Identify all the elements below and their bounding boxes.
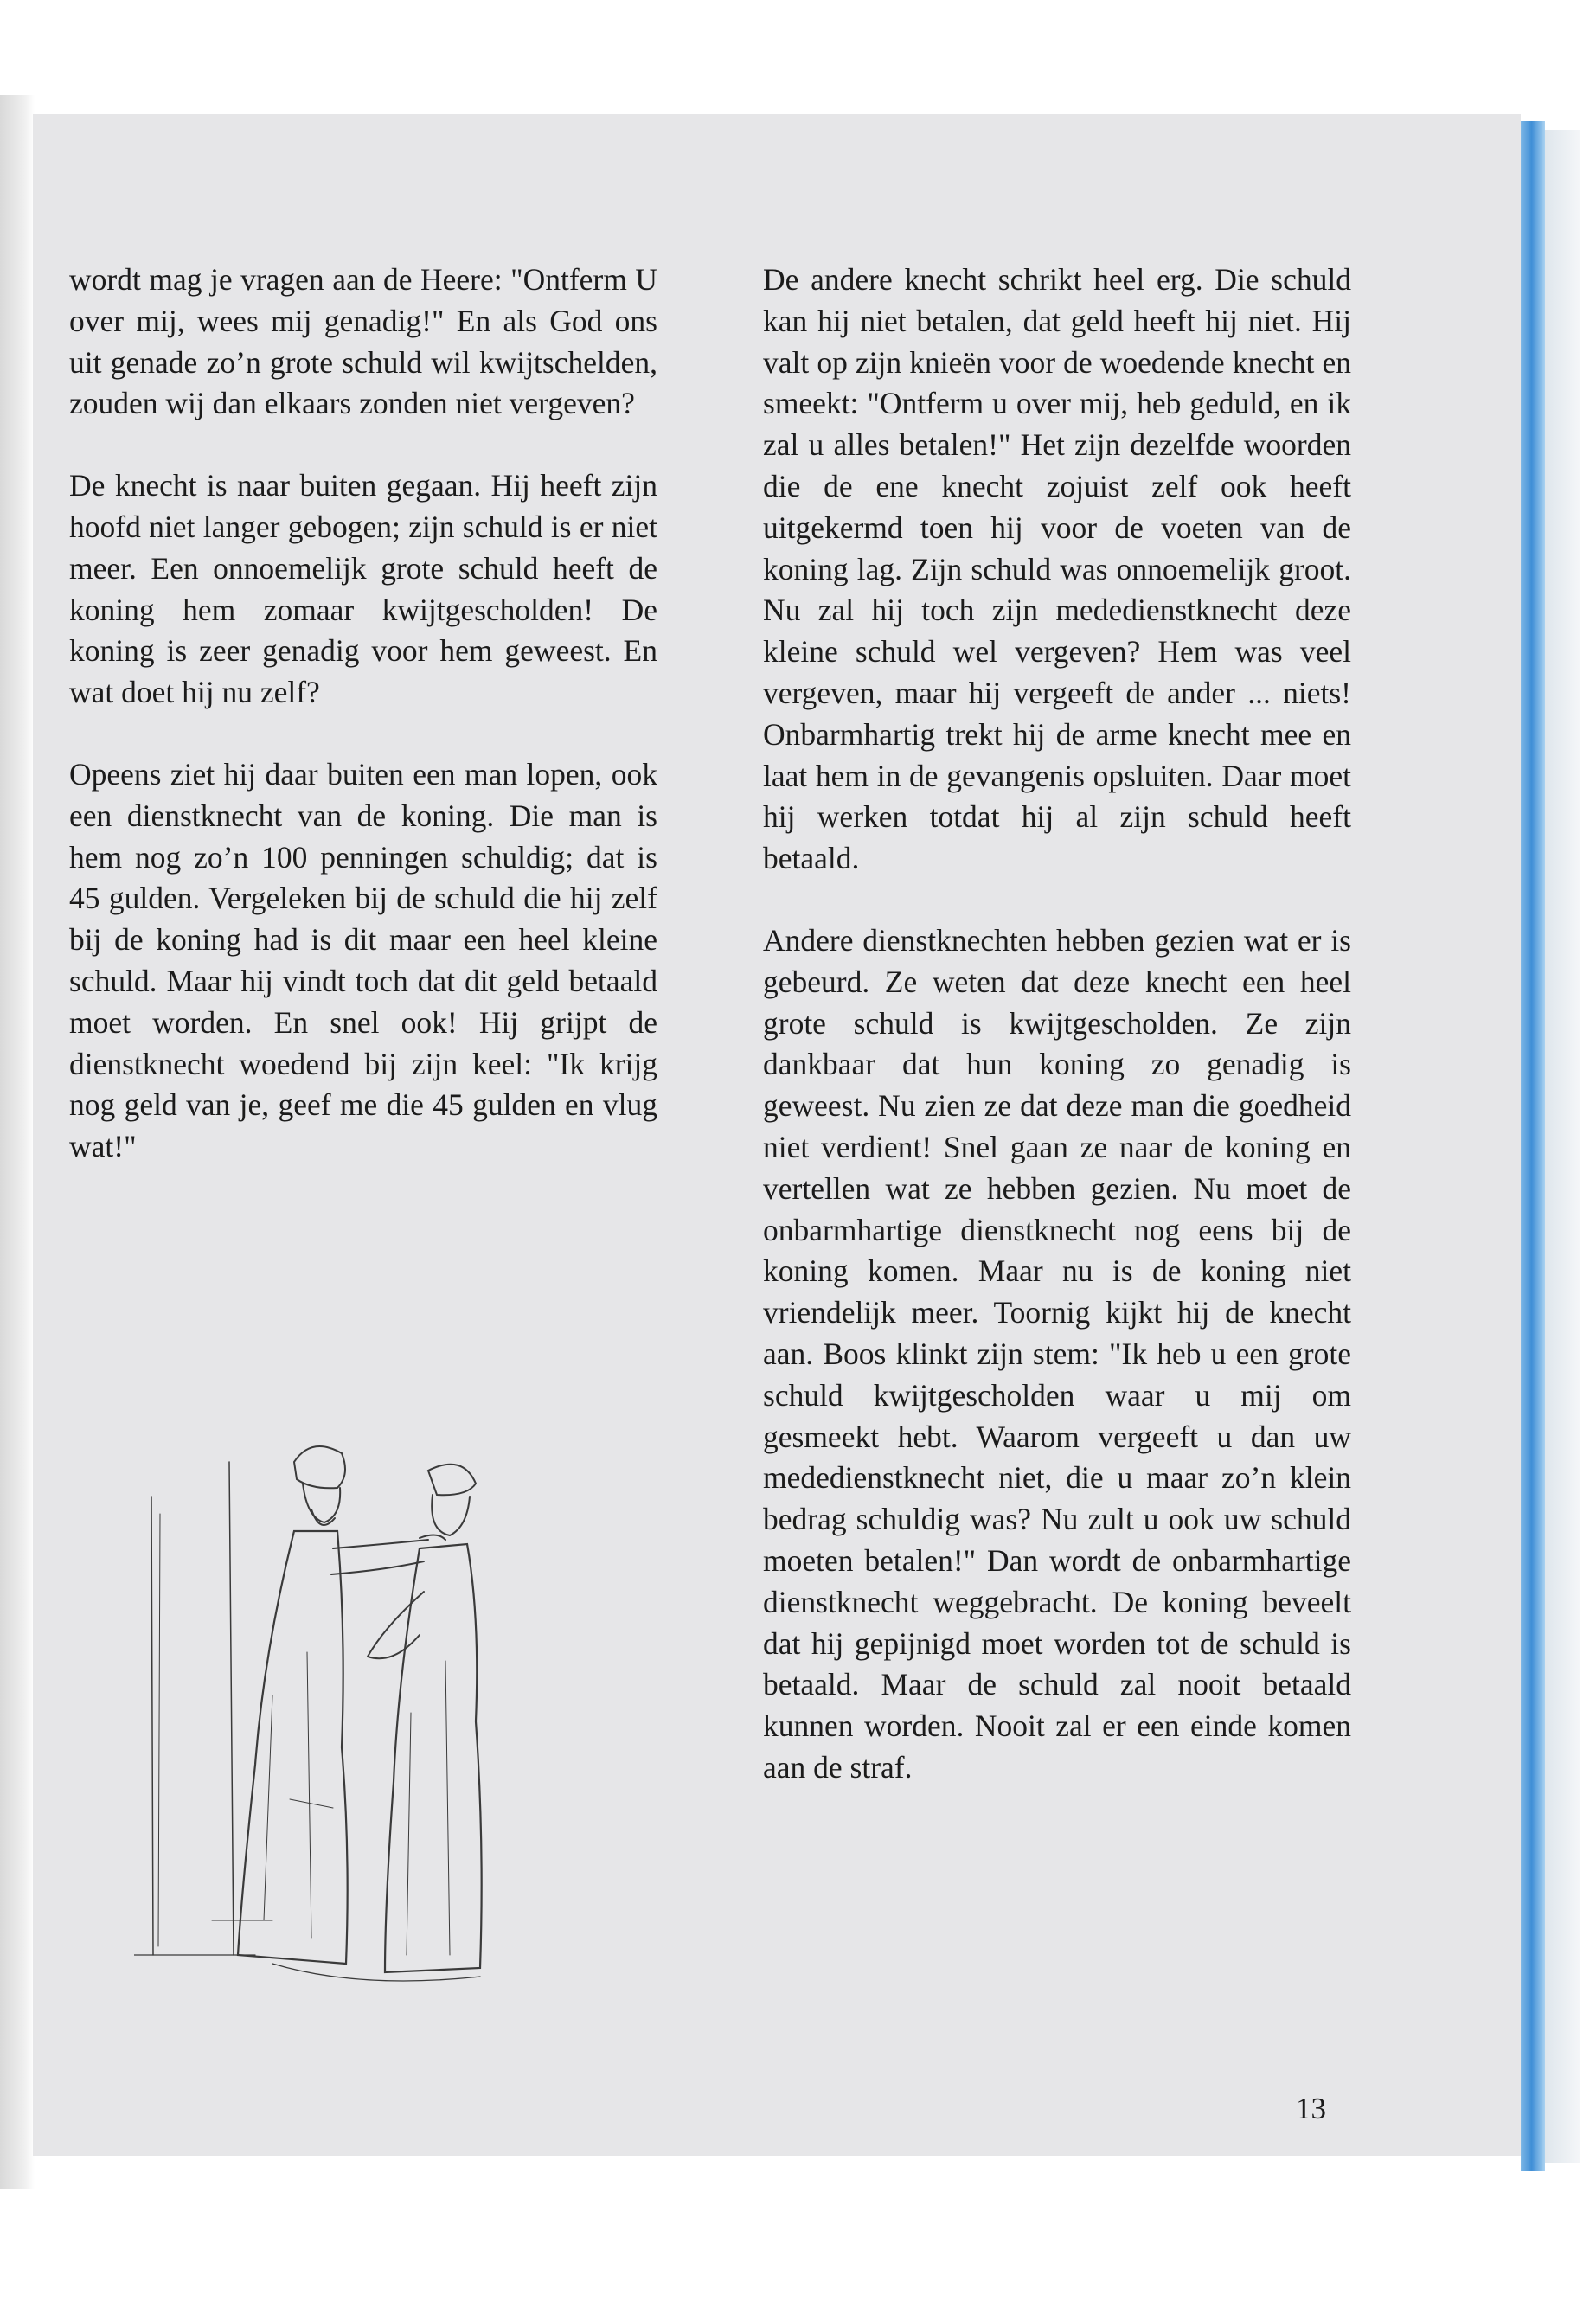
- left-figure-turban: [294, 1446, 345, 1488]
- right-figure-robe: [385, 1544, 482, 1972]
- left-figure-arm: [331, 1561, 424, 1574]
- left-figure-arm: [333, 1540, 428, 1548]
- cover-margin: [1545, 130, 1580, 2163]
- servant-choking-servant-illustration: [134, 1436, 584, 1990]
- book-binding-shadow: [0, 95, 35, 2189]
- left-figure-robe: [238, 1531, 348, 1964]
- paragraph: Andere dienstknechten hebben gezien wat er is gebeurd. Ze weten dat deze knecht een heel grote schuld is kwijtgescholden. Ze zijn dankbaar dat hun koning zo genadig is geweest. Nu zien ze dat deze man die goedheid niet verdient! Snel gaan ze naar de koning en vertellen wat ze hebben gezien. Nu moet de onbarmhartige dienstknecht nog eens bij de koning komen. Maar nu is de koning niet vriendelijk meer. Toornig kijkt hij de knecht aan. Boos klinkt zijn stem: "Ik heb u een grote schuld kwijtgescholden waar u mij om gesmeekt hebt. Waarom vergeeft u dan uw mededienstknecht niet, die u maar zo’n klein bedrag schuldig was? Nu zult u ook uw schuld moeten betalen!" Dan wordt de onbarmhartige dienstknecht weggebracht. De koning beveelt dat hij gepijnigd moet worden tot de schuld is betaald. Maar de schuld zal nooit betaald kunnen worden. Nooit zal er een einde komen aan de straf.: [763, 922, 1351, 1785]
- paragraph: wordt mag je vragen aan de Heere: "Ontferm U over mij, wees mij genadig!" En als God ons uit genade zo’n grote schuld wil kwijtschelden, zouden wij dan elkaars zonden niet vergeven?: [69, 262, 657, 421]
- left-figure-head: [303, 1484, 340, 1522]
- pillar-sketch: [229, 1462, 234, 1955]
- robe-folds: [264, 1652, 333, 1938]
- ground-shadow: [272, 1964, 480, 1981]
- right-text-column: [763, 260, 1351, 1830]
- paragraph: De knecht is naar buiten gegaan. Hij heeft zijn hoofd niet langer gebogen; zijn schuld is er niet meer. Een onnoemelijk grote schuld heeft de koning hem zomaar kwijtgescholden! De koning is zeer genadig voor hem geweest. En wat doet hij nu zelf?: [69, 468, 657, 710]
- left-figure-hand: [420, 1535, 445, 1540]
- right-figure-turban: [428, 1465, 476, 1496]
- right-figure-head: [432, 1495, 470, 1535]
- paragraph: Opeens ziet hij daar buiten een man lopen, ook een dienstknecht van de koning. Die man is hem nog zo’n 100 penningen schuldig; dat is 45 gulden. Vergeleken bij de schuld die hij zelf bij de koning had is dit maar een heel kleine schuld. Maar hij vindt toch dat dit geld betaald moet worden. En snel ook! Hij grijpt de dienstknecht woedend bij zijn keel: "Ik krijg nog geld van je, geef me die 45 gulden en vlug wat!": [69, 756, 657, 1164]
- page-number: 13: [1296, 2092, 1326, 2125]
- left-text-column: [69, 260, 657, 1208]
- pillar-sketch: [151, 1497, 153, 1955]
- pillar-sketch: [158, 1514, 160, 1946]
- blue-cover-edge: [1521, 121, 1545, 2171]
- robe-folds: [407, 1661, 450, 1955]
- paragraph: De andere knecht schrikt heel erg. Die schuld kan hij niet betalen, dat geld heeft hij niet. Hij valt op zijn knieën voor de woedende knecht en smeekt: "Ontferm u over mij, heb geduld, en ik zal u alles betalen!" Het zijn dezelfde woorden die de ene knecht zojuist zelf ook heeft uitgekermd toen hij voor de voeten van de koning lag. Zijn schuld was onnoemelijk groot. Nu zal hij toch zijn mededienstknecht deze kleine schuld wel vergeven? Hem was veel vergeven, maar hij vergeeft de ander ... niets! Onbarmhartig trekt hij de arme knecht mee en laat hem in de gevangenis opsluiten. Daar moet hij werken totdat hij al zijn schuld heeft betaald.: [763, 262, 1351, 876]
- right-figure-arm: [368, 1592, 424, 1658]
